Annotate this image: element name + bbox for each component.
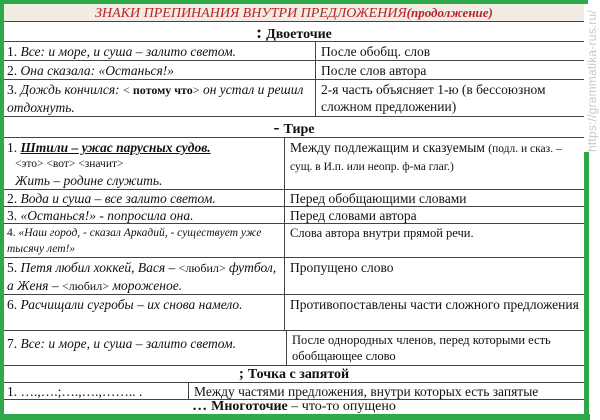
ellipsis-mark: … (192, 398, 208, 414)
example-cell: 5. Петя любил хоккей, Вася – <любил> футбол, а Женя – <любил> мороженое. (7, 260, 277, 293)
table-row-colon-3 (4, 80, 584, 117)
example-cell: 3. Дождь кончился: < потому что> он устал и решил отдохнуть. (7, 82, 304, 115)
rule-cell: Слова автора внутри прямой речи. (284, 224, 584, 257)
table-row-dash-2 (4, 190, 584, 207)
rule-cell: После однородных членов, перед которыми есть обобщающее слово (286, 331, 584, 365)
page-title (4, 4, 584, 22)
dash-mark: - (273, 117, 280, 137)
table-row-dash-7 (4, 331, 584, 366)
semicolon-mark: ; (238, 366, 244, 382)
table-row-dash-4 (4, 224, 584, 258)
table-row-semicolon-1 (4, 383, 584, 400)
section-header-dash (4, 117, 584, 138)
table-row-dash-6 (4, 295, 584, 331)
table-row-dash-1 (4, 138, 584, 190)
rule-cell: 2-я часть объясняет 1-ю (в бессоюзном сложном предложении) (315, 80, 584, 116)
example-cell: 4. «Наш город, - сказал Аркадий, - существует уже тысячу лет!» (7, 227, 262, 255)
frame-border-right (584, 152, 589, 420)
rule-cell: После обобщ. слов (315, 42, 584, 60)
section-header-colon (4, 23, 584, 42)
example-cell: 1. ….,….;….,….,…….. . (7, 384, 143, 399)
section-header-ellipsis (4, 400, 584, 414)
example-cell: 6. Расчищали сугробы – их снова намело. (7, 297, 243, 312)
table-row-dash-3 (4, 207, 584, 224)
title-main: ЗНАКИ ПРЕПИНАНИЯ ВНУТРИ ПРЕДЛОЖЕНИЯ (95, 6, 407, 21)
rule-cell: Противопоставлены части сложного предложения (284, 295, 584, 330)
section-title-ellipsis: Многоточие (211, 399, 288, 414)
section-title-semicolon: Точка с запятой (247, 367, 350, 382)
rule-cell: Перед обобщающими словами (284, 190, 584, 206)
example-cell: 2. Вода и суша – все залито светом. (7, 191, 216, 206)
rule-cell: Перед словами автора (284, 207, 584, 223)
example-cell: 1. Штили – ужас парусных судов. <это> <вот> <значит> Жить – родине служить. (7, 140, 211, 188)
example-text: Она сказала: «Останься!» (20, 63, 174, 78)
watermark: https://grammatika-rus.ru/ (585, 10, 599, 152)
rule-cell: Пропущено слово (284, 258, 584, 294)
ellipsis-desc: – что-то опущено (291, 399, 396, 414)
insert-word: потому что (132, 83, 193, 97)
table-row-colon-2 (4, 61, 584, 80)
rule-cell: Между подлежащим и сказуемым (подл. и сказ. – сущ. в И.п. или неопр. ф-ма глаг.) (284, 138, 584, 189)
frame-border-bottom (0, 414, 590, 420)
example-cell: 2. Она сказала: «Останься!» (7, 63, 174, 78)
title-sub: (продолжение) (406, 5, 493, 20)
rule-cell: Между частями предложения, внутри которых есть запятые (188, 383, 584, 399)
table-row-dash-5 (4, 258, 584, 295)
section-header-semicolon (4, 366, 584, 383)
example-cell: 7. Все: и море, и суша – залито светом. (7, 336, 237, 351)
colon-mark: : (256, 22, 263, 42)
example-text: Все: и море, и суша – залито светом. (20, 44, 237, 59)
example-cell: 1. Все: и море, и суша – залито светом. (7, 44, 237, 59)
table-row-colon-1 (4, 42, 584, 61)
example-cell: 3. «Останься!» - попросила она. (7, 208, 194, 223)
section-title-colon: Двоеточие (266, 27, 332, 42)
rule-cell: После слов автора (315, 61, 584, 79)
section-title-dash: Тире (283, 122, 315, 137)
